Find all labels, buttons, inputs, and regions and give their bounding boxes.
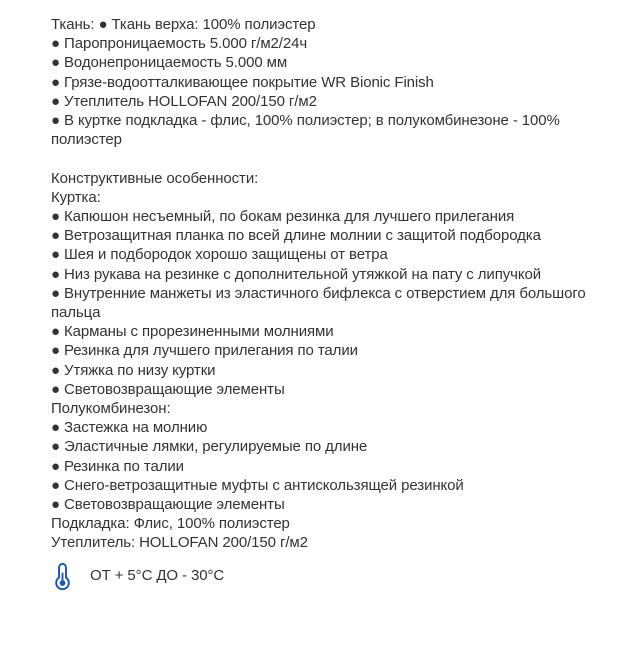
spec-line: ● В куртке подкладка - флис, 100% полиэстер; в полукомбинезоне - 100% полиэстер — [51, 112, 560, 149]
temperature-range-label: ОТ + 5°С ДО - 30°С — [90, 567, 225, 585]
spec-line: Подкладка: Флис, 100% полиэстер — [51, 515, 290, 533]
spec-line: ● Шея и подбородок хорошо защищены от ветра — [51, 246, 388, 264]
spec-line: ● Карманы с прорезиненными молниями — [51, 323, 334, 341]
spec-line: ● Паропроницаемость 5.000 г/м2/24ч — [51, 35, 308, 53]
thermometer-icon — [53, 560, 72, 592]
spec-line: ● Световозвращающие элементы — [51, 380, 285, 398]
spec-line: ● Утеплитель HOLLOFAN 200/150 г/м2 — [51, 92, 317, 110]
spec-line: ● Водонепроницаемость 5.000 мм — [51, 54, 288, 72]
spec-line: ● Ветрозащитная планка по всей длине молнии с защитой подбородка — [51, 227, 541, 245]
spec-line: ● Грязе-водоотталкивающее покрытие WR Bionic Finish — [51, 73, 434, 91]
spec-line: ● Резинка по талии — [51, 457, 184, 475]
spec-line: ● Утяжка по низу куртки — [51, 361, 216, 379]
spec-line: ● Резинка для лучшего прилегания по талии — [51, 342, 358, 360]
spec-line: Ткань: ● Ткань верха: 100% полиэстер — [51, 16, 316, 33]
spec-line: Куртка: — [51, 188, 101, 206]
spec-line: ● Застежка на молнию — [51, 419, 208, 437]
spec-line: ● Внутренние манжеты из эластичного бифлекса с отверстием для большого пальца — [51, 284, 586, 322]
spec-line: Полукомбинезон: — [51, 400, 171, 418]
spec-line: Конструктивные особенности: — [51, 169, 259, 187]
spec-line — [51, 149, 589, 168]
spec-line: ● Снего-ветрозащитные муфты с антискользящей резинкой — [51, 476, 464, 494]
spec-line: ● Световозвращающие элементы — [51, 496, 285, 514]
spec-line: ● Капюшон несъемный, по бокам резинка для лучшего прилегания — [51, 208, 515, 226]
temperature-range-row — [53, 560, 619, 592]
spec-line: Утеплитель: HOLLOFAN 200/150 г/м2 — [51, 534, 308, 552]
spec-line: ● Эластичные лямки, регулируемые по длине — [51, 438, 368, 456]
spec-line: ● Низ рукава на резинке с дополнительной утяжкой на пату с липучкой — [51, 265, 541, 283]
